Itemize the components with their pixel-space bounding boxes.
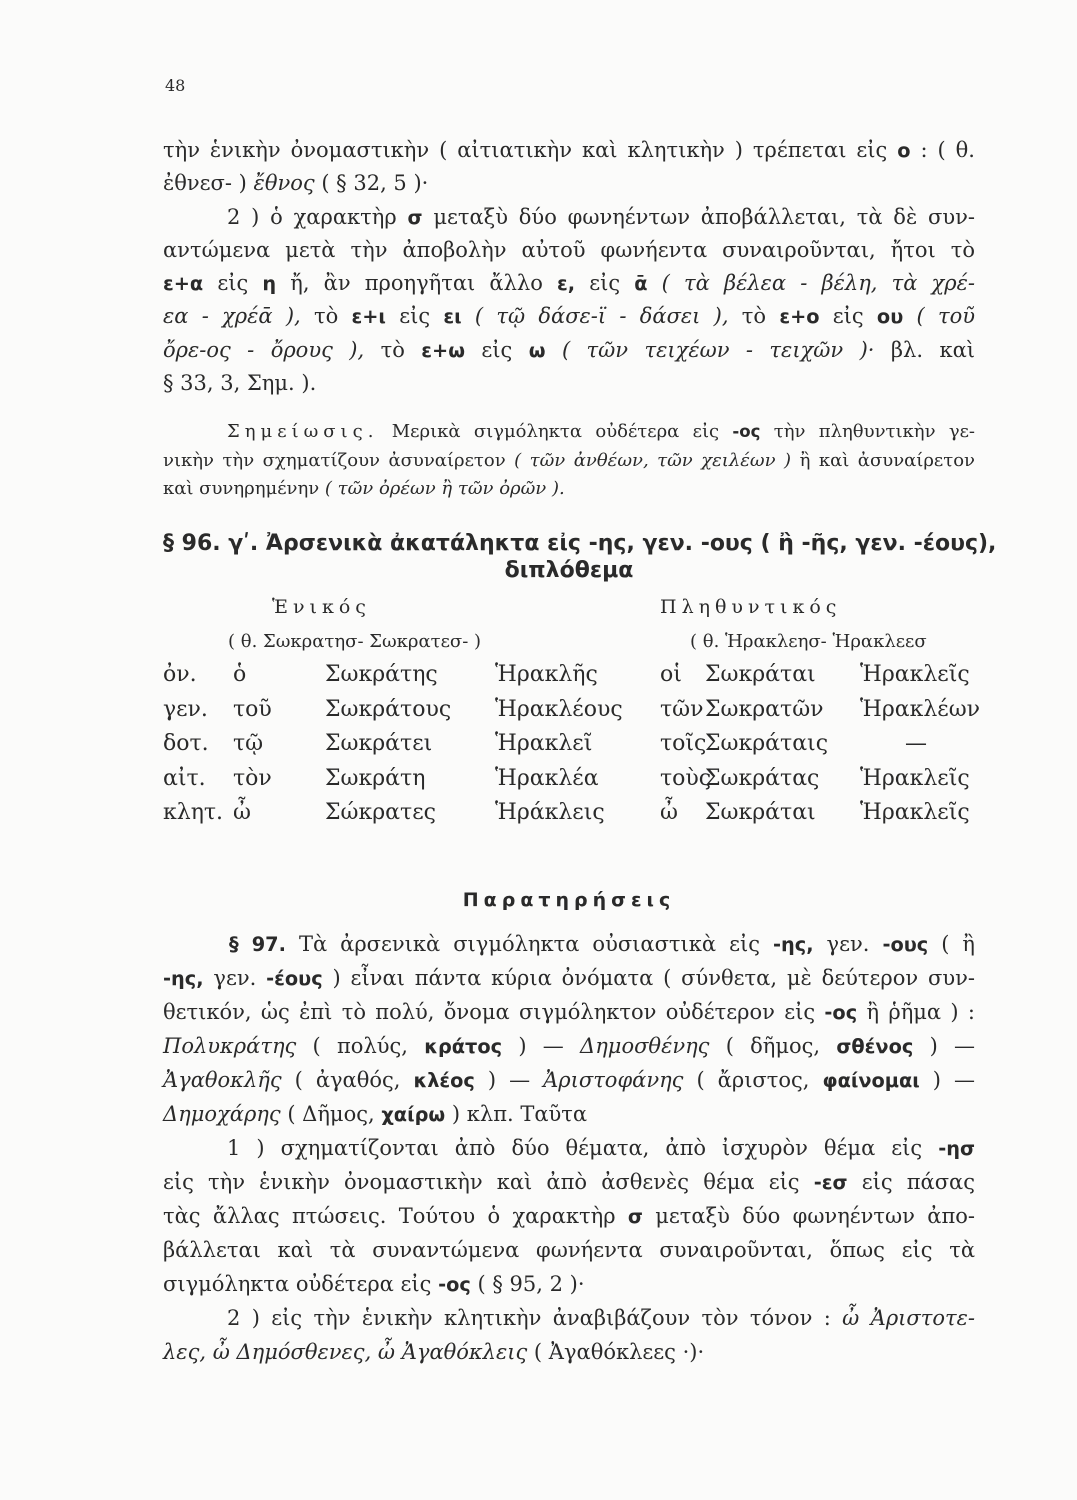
text-run: βάλλεται καὶ τὰ συναντώμενα φωνήεντα συναιροῦνται, ὅπως εἰς τὰ xyxy=(163,1238,975,1262)
text-run: ( ἢ xyxy=(928,932,976,956)
section97-line xyxy=(163,1032,975,1061)
table-cell: τῶν xyxy=(660,696,704,722)
text-run: τὸ xyxy=(728,304,780,328)
section97-line xyxy=(229,930,975,959)
text-run: ( τῶν τειχέων - τειχῶν )· xyxy=(545,338,875,362)
text-run: ου xyxy=(876,305,904,328)
table-cell: Σώκρατες xyxy=(325,800,436,825)
text-run: κλέος xyxy=(413,1069,475,1092)
text-run: τὸ xyxy=(364,338,422,362)
text-run: -ος xyxy=(438,1273,471,1296)
table-cell: Ἡρακλέους xyxy=(495,696,623,722)
text-run: ἐθνεσ- ) xyxy=(163,171,254,195)
para1-line xyxy=(163,236,975,264)
text-run: σ xyxy=(627,1205,643,1228)
text-run: η xyxy=(262,272,277,295)
text-run: 2 ) εἰς τὴν ἑνικὴν κλητικὴν ἀναβιβάζουν τὸν τόνον : xyxy=(227,1306,843,1330)
section97-line xyxy=(163,1270,975,1299)
note-line xyxy=(163,475,975,503)
text-run: σθένος xyxy=(836,1035,914,1058)
text-run: γεν. xyxy=(813,932,883,956)
table-cell: ὀν. xyxy=(163,662,197,687)
text-run: -ης, xyxy=(163,967,204,990)
text-run: -ησ xyxy=(938,1137,975,1160)
text-run: ( τῶν ἀνθέων, τῶν χειλέων ) xyxy=(514,450,792,471)
table-cell: οἱ xyxy=(660,662,682,687)
table-cell: Σωκράτους xyxy=(325,696,452,722)
table-cell: τῷ xyxy=(233,731,264,756)
text-run: -ος xyxy=(824,1001,858,1024)
text-run: Δημοχάρης xyxy=(163,1102,281,1126)
para1-line xyxy=(163,336,975,365)
text-run: καὶ συνηρημένην xyxy=(163,478,325,499)
table-cell: Ἡρακλεῖς xyxy=(860,800,970,825)
text-run: 2 ) ὁ χαρακτὴρ xyxy=(227,205,408,229)
text-run: : ( θ. xyxy=(910,138,975,162)
table-cell: ὁ xyxy=(233,662,247,687)
text-run: ( ἄριστος, xyxy=(683,1068,823,1092)
text-run: βλ. καὶ xyxy=(874,338,975,362)
text-run: Πολυκράτης xyxy=(163,1034,297,1058)
table-cell: Σωκράται xyxy=(705,800,816,825)
text-run: 1 ) σχηματίζονται ἀπὸ δύο θέματα, ἀπὸ ἰσχυρὸν θέμα εἰς xyxy=(227,1136,939,1160)
section97-line xyxy=(227,1304,975,1332)
singular-label: Ἑνικός xyxy=(272,596,371,618)
text-run: εἰς πάσας xyxy=(847,1170,975,1194)
text-run: τὴν ἑνικὴν ὀνομαστικὴν ( αἰτιατικὴν καὶ κλητικὴν ) τρέπεται εἰς xyxy=(163,138,898,162)
plural-stem: ( θ. Ἡρακλεησ- Ἡρακλεεσ xyxy=(690,631,927,652)
text-run: ᾱ xyxy=(634,272,648,295)
table-cell: Ἡρακλέων xyxy=(860,696,981,722)
text-run: Μερικὰ σιγμόληκτα οὐδέτερα εἰς xyxy=(378,421,733,442)
text-run: ει xyxy=(443,305,462,328)
table-cell: Σωκράτει xyxy=(325,731,433,756)
text-run: ( Δῆμος, xyxy=(280,1102,382,1126)
table-cell: Ἡρακλεῖ xyxy=(495,731,593,756)
table-cell: Ἡρακλῆς xyxy=(495,662,598,687)
table-cell: τοῦ xyxy=(233,696,272,722)
text-run: σιγμόληκτα οὐδέτερα εἰς xyxy=(163,1272,439,1296)
table-cell: Σωκράτης xyxy=(325,662,438,687)
section97-line xyxy=(163,1338,975,1366)
text-run: ( § 95, 2 )· xyxy=(470,1272,585,1296)
table-cell: κλητ. xyxy=(163,800,224,825)
table-cell: τοῖς xyxy=(660,731,707,756)
section97-line xyxy=(163,1202,975,1231)
text-run: γεν. xyxy=(203,966,267,990)
table-cell: Ἡρακλεῖς xyxy=(860,765,970,791)
text-run: φαίνομαι xyxy=(822,1069,920,1092)
text-run: ) εἶναι πάντα κύρια ὀνόματα ( σύνθετα, μὲ δεύτερον συν- xyxy=(322,966,975,990)
text-run: ( τοῦ xyxy=(903,304,975,328)
para1-line xyxy=(163,169,975,197)
table-cell: τὸν xyxy=(233,765,272,791)
table-cell: Σωκρατῶν xyxy=(705,696,824,722)
text-run: ἢ ῥῆμα ) : xyxy=(857,1000,976,1024)
text-run: ( § 32, 5 )· xyxy=(314,171,429,195)
text-run: τὴν πληθυντικὴν γε- xyxy=(760,421,975,442)
text-run: ω xyxy=(528,339,546,362)
observations-title: Παρατηρήσεις xyxy=(462,889,676,911)
text-run: σ xyxy=(407,206,423,229)
para1-line xyxy=(163,302,975,331)
text-run: ἢ καὶ ἀσυναίρετον xyxy=(791,450,975,471)
text-run: ο xyxy=(897,139,911,162)
para1-line xyxy=(227,203,975,232)
text-run: ( ἀγαθός, xyxy=(281,1068,414,1092)
text-run: -έους xyxy=(266,967,323,990)
text-run: εα - χρέᾱ ), xyxy=(163,304,301,328)
text-run: Ἀριστοφάνης xyxy=(543,1068,684,1092)
text-run: ( τῷ δάσε-ϊ - δάσει ), xyxy=(461,304,729,328)
section97-line xyxy=(163,1236,975,1264)
text-run: Τὰ ἀρσενικὰ σιγμόληκτα οὐσιαστικὰ εἰς xyxy=(285,932,773,956)
table-cell: τοὺς xyxy=(660,765,712,791)
text-run: -εσ xyxy=(813,1171,848,1194)
text-run: εἰς xyxy=(575,271,635,295)
text-run: ) — xyxy=(502,1034,581,1058)
text-run: ( Ἀγαθόκλεες ·)· xyxy=(527,1340,705,1364)
text-run: § 97. xyxy=(229,933,286,956)
text-run: ε+ο xyxy=(779,305,820,328)
text-run: εἰς xyxy=(203,271,263,295)
text-run: νικὴν τὴν σχηματίζουν ἀσυναίρετον xyxy=(163,450,515,471)
table-cell: Ἡρακλεῖς xyxy=(860,662,970,687)
text-run: -ους xyxy=(882,933,929,956)
section-96-heading: § 96. γʹ. Ἀρσενικὰ ἀκατάληκτα εἰς -ης, γεν. -ους ( ἢ -ῆς, γεν. -έους), xyxy=(163,531,997,556)
text-run: ε+α xyxy=(163,272,204,295)
table-cell: Σωκράται xyxy=(705,662,816,687)
text-run: ε+ω xyxy=(421,339,465,362)
text-run: ) — xyxy=(919,1068,976,1092)
text-run: κράτος xyxy=(424,1035,503,1058)
table-cell: γεν. xyxy=(163,696,208,722)
singular-stem: ( θ. Σωκρατησ- Σωκρατεσ- ) xyxy=(228,631,482,652)
text-run: § 33, 3, Σημ. ). xyxy=(163,371,317,395)
text-run: θετικόν, ὡς ἐπὶ τὸ πολύ, ὄνομα σιγμόληκτον οὐδέτερον εἰς xyxy=(163,1000,825,1024)
table-cell: Σωκράταις xyxy=(705,731,829,756)
section97-line xyxy=(163,998,975,1027)
text-run: -ος xyxy=(732,422,761,441)
text-run: ὦ Ἀριστοτε- xyxy=(842,1306,975,1330)
section-96-subheading: διπλόθεμα xyxy=(504,558,634,583)
text-run: -ης, xyxy=(772,933,814,956)
text-run: αντώμενα μετὰ τὴν ἀποβολὴν αὐτοῦ φωνήεντα συναιροῦνται, ἤτοι τὸ xyxy=(163,238,975,262)
text-run: ε+ι xyxy=(351,305,386,328)
text-run: ) — xyxy=(913,1034,976,1058)
text-run: μεταξὺ δύο φωνηέντων ἀποβάλλεται, τὰ δὲ συν- xyxy=(422,205,975,229)
text-run: τὰς ἄλλας πτώσεις. Τούτου ὁ χαρακτὴρ xyxy=(163,1204,628,1228)
plural-label: Πληθυντικός xyxy=(660,596,842,618)
text-run: λες, ὦ Δημόσθενες, ὦ Ἀγαθόκλεις xyxy=(163,1340,528,1364)
page-number: 48 xyxy=(165,76,186,95)
text-run: ἤ, ἂν προηγῆται ἄλλο xyxy=(276,271,557,295)
text-run: Δημοσθένης xyxy=(580,1034,710,1058)
text-run: ) κλπ. Ταῦτα xyxy=(445,1102,588,1126)
text-run: εἰς τὴν ἑνικὴν ὀνομαστικὴν καὶ ἀπὸ ἀσθενὲς θέμα εἰς xyxy=(163,1170,814,1194)
text-run: Σημείωσις. xyxy=(227,421,379,442)
table-cell: αἰτ. xyxy=(163,765,206,791)
section97-line xyxy=(227,1134,975,1163)
text-run: ) — xyxy=(474,1068,544,1092)
text-run: εἰς xyxy=(819,304,877,328)
text-run: ἔθνος xyxy=(253,171,315,195)
text-run: εἰς xyxy=(385,304,444,328)
section97-line xyxy=(163,1100,975,1129)
table-cell: Σωκράτη xyxy=(325,765,426,791)
table-cell: Ἡράκλεις xyxy=(495,800,605,825)
table-cell: ὦ xyxy=(660,800,678,825)
section97-line xyxy=(163,1066,975,1095)
para1-line xyxy=(163,369,975,397)
text-run: μεταξὺ δύο φωνηέντων ἀπο- xyxy=(642,1204,975,1228)
text-run: τὸ xyxy=(300,304,352,328)
text-run: ε, xyxy=(557,272,576,295)
table-cell: ὦ xyxy=(233,800,251,825)
table-cell: δοτ. xyxy=(163,731,209,756)
text-run: ( δῆμος, xyxy=(709,1034,837,1058)
text-run: εἰς xyxy=(464,338,529,362)
para1-line xyxy=(163,136,975,165)
para1-line xyxy=(163,269,975,298)
section97-line xyxy=(163,964,975,993)
text-run: ὄρε-ος - ὄρους ), xyxy=(163,338,365,362)
table-cell: Ἡρακλέα xyxy=(495,765,599,791)
note-line xyxy=(163,447,975,475)
table-cell: — xyxy=(905,731,927,756)
table-cell: Σωκράτας xyxy=(705,765,820,791)
text-run: Ἀγαθοκλῆς xyxy=(163,1068,282,1092)
text-run: ( τὰ βέλεα - βέλη, τὰ χρέ- xyxy=(647,271,975,295)
text-run: χαίρω xyxy=(381,1103,446,1126)
text-run: ( τῶν ὀρέων ἢ τῶν ὀρῶν ). xyxy=(324,478,565,499)
note-line xyxy=(227,418,975,446)
text-run: ( πολύς, xyxy=(296,1034,425,1058)
section97-line xyxy=(163,1168,975,1197)
